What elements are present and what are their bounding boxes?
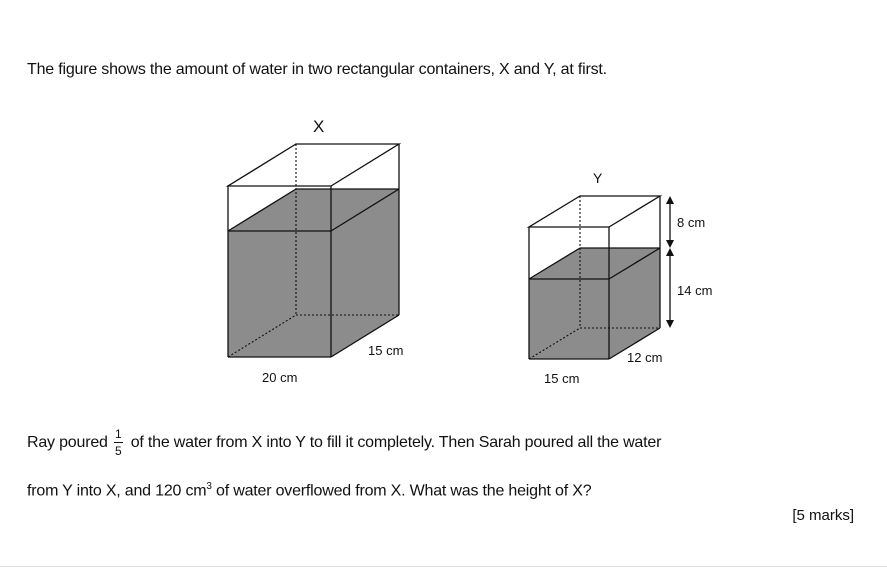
question-line-2 [27, 481, 591, 500]
cubic-superscript: 3 [206, 481, 212, 492]
container-y [529, 170, 712, 386]
marks-label: [5 marks] [792, 507, 854, 524]
container-y-label: Y [593, 170, 603, 186]
fraction-numerator: 1 [114, 427, 122, 441]
line2-start-text: from Y into X, and 120 cm [27, 482, 207, 500]
container-x-water-front [228, 231, 331, 357]
empty-height-arrow [666, 196, 674, 248]
container-x-length-label: 20 cm [262, 370, 298, 385]
container-y-length-label: 15 cm [544, 371, 580, 386]
divider [0, 566, 887, 567]
container-x [228, 117, 403, 385]
container-y-water-height-label: 14 cm [677, 283, 713, 298]
water-height-arrow [666, 248, 674, 328]
fraction-denominator: 5 [114, 444, 122, 458]
container-x-width-label: 15 cm [368, 343, 404, 358]
container-x-label: X [313, 117, 325, 136]
question-line-1 [27, 428, 661, 457]
question-intro: The figure shows the amount of water in two rectangular containers, X and Y, at first. [27, 61, 607, 78]
line1-end-text: of the water from X into Y to fill it completely. Then Sarah poured all the water [130, 433, 662, 451]
container-y-water-front [529, 279, 609, 359]
line1-start-text: Ray poured [27, 433, 108, 451]
container-y-width-label: 12 cm [627, 350, 663, 365]
fraction [114, 428, 123, 457]
line2-end-text: of water overflowed from X. What was the height of X? [211, 482, 592, 500]
container-y-empty-height-label: 8 cm [677, 215, 706, 230]
